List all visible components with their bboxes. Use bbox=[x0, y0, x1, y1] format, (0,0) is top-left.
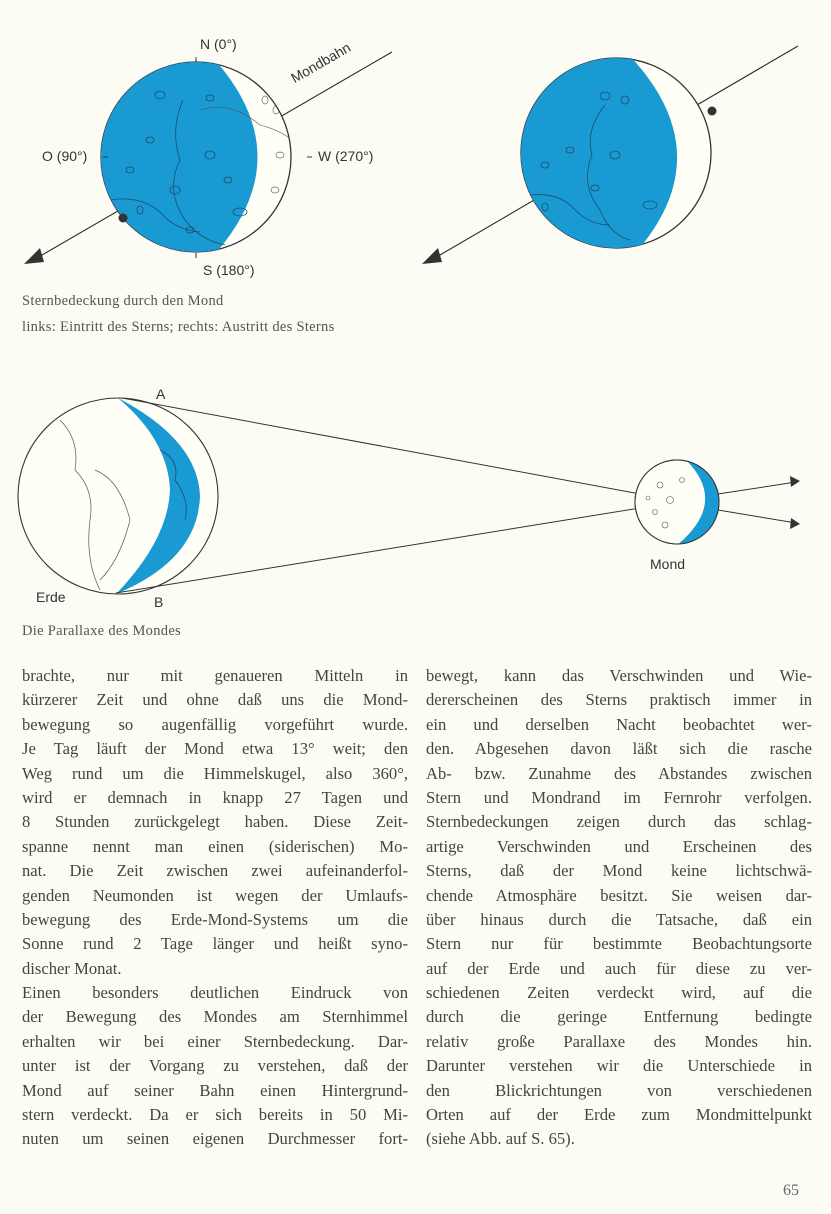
text-line: stern verdeckt. Da er sich bereits in 50 Mi- bbox=[22, 1105, 408, 1125]
text-line: nuten um seinen eigenen Durchmesser fort- bbox=[22, 1129, 408, 1149]
earth-icon bbox=[18, 398, 218, 594]
text-line: chende Atmosphäre besitzt. Sie weisen dar- bbox=[426, 885, 812, 905]
text-line: kürzerer Zeit und ohne daß uns die Mond- bbox=[22, 690, 408, 710]
text-line: bewegt, kann das Verschwinden und Wie- bbox=[426, 666, 812, 685]
text-line: der Bewegung des Mondes am Sternhimmel bbox=[22, 1007, 408, 1027]
text-line: brachte, nur mit genaueren Mitteln in bbox=[22, 666, 408, 685]
label-north: N (0°) bbox=[200, 36, 237, 52]
text-line: Einen besonders deutlichen Eindruck von bbox=[22, 983, 408, 1003]
label-point-b: B bbox=[154, 594, 164, 610]
text-line: Sterns, daß der Mond keine lichtschwä- bbox=[426, 861, 812, 881]
text-line: Stern nur für bestimmte Beobachtungsorte bbox=[426, 934, 812, 954]
text-line: durch die geringe Entfernung bedingte bbox=[426, 1007, 812, 1027]
text-line: artige Verschwinden und Erscheinen des bbox=[426, 836, 812, 856]
text-line: den. Abgesehen davon läßt sich die rasche bbox=[426, 739, 812, 759]
text-line: ein und derselben Nacht beobachtet wer- bbox=[426, 714, 812, 734]
caption-parallax: Die Parallaxe des Mondes bbox=[22, 623, 182, 639]
label-point-a: A bbox=[156, 386, 166, 402]
text-line: den Blickrichtungen von verschiedenen bbox=[426, 1080, 812, 1100]
text-line: über hinaus durch die Tatsache, daß ein bbox=[426, 909, 812, 929]
text-line: erhalten wir bei einer Sternbedeckung. Dar- bbox=[22, 1031, 408, 1051]
text-line: Sonne rund 2 Tage länger und heißt syno- bbox=[22, 934, 408, 954]
text-line: Weg rund um die Himmelskugel, also 360°, bbox=[22, 763, 408, 783]
text-line: Mond auf seiner Bahn einen Hintergrund- bbox=[22, 1080, 408, 1100]
caption-title: Sternbedeckung durch den Mond bbox=[22, 293, 224, 309]
label-earth: Erde bbox=[36, 589, 66, 605]
text-line: Je Tag läuft der Mond etwa 13° weit; den bbox=[22, 739, 408, 759]
moon-small-icon bbox=[635, 458, 740, 546]
text-line: schiedenen Zeiten verdeckt wird, auf die bbox=[426, 983, 812, 1003]
text-line: Darunter verstehen wir die Unterschiede in bbox=[426, 1056, 812, 1076]
text-line: discher Monat. bbox=[22, 958, 122, 978]
text-line: Sternbedeckungen zeigen durch das schlag- bbox=[426, 812, 812, 832]
text-line: (siehe Abb. auf S. 65). bbox=[426, 1129, 575, 1149]
page-number: 65 bbox=[783, 1182, 799, 1199]
label-south: S (180°) bbox=[203, 262, 255, 278]
text-line: Stern und Mondrand im Fernrohr verfolgen. bbox=[426, 787, 812, 807]
text-line: nat. Die Zeit zwischen zwei aufeinanderfol- bbox=[22, 861, 408, 881]
caption-subtitle: links: Eintritt des Sterns; rechts: Austritt des Sterns bbox=[22, 319, 335, 335]
text-line: unter ist der Vorgang zu verstehen, daß der bbox=[22, 1056, 408, 1076]
label-moon: Mond bbox=[650, 556, 686, 572]
text-line: genden Neumonden ist wegen der Umlaufs- bbox=[22, 885, 408, 905]
text-line: relativ große Parallaxe des Mondes hin. bbox=[426, 1031, 812, 1051]
text-line: auf der Erde und auch für diese zu ver- bbox=[426, 958, 812, 978]
text-line: wird er demnach in knapp 27 Tagen und bbox=[22, 787, 408, 807]
label-west: W (270°) bbox=[318, 148, 374, 164]
text-line: bewegung des Erde-Mond-Systems um die bbox=[22, 909, 408, 929]
text-column-left bbox=[22, 664, 408, 1152]
text-line: Ab- bzw. Zunahme des Abstandes zwischen bbox=[426, 763, 812, 783]
text-line: spanne nennt man einen (siderischen) Mo- bbox=[22, 836, 408, 856]
text-line: bewegung so augenfällig vorgeführt wurde. bbox=[22, 714, 408, 734]
text-line: dererscheinen des Sterns praktisch immer in bbox=[426, 690, 812, 710]
text-line: Orten auf der Erde zum Mondmittelpunkt bbox=[426, 1105, 812, 1125]
label-east: O (90°) bbox=[42, 148, 88, 164]
text-line: 8 Stunden zurückgelegt haben. Diese Zeit- bbox=[22, 812, 408, 832]
text-column-right bbox=[426, 664, 812, 1152]
label-orbit: Mondbahn bbox=[288, 39, 354, 86]
